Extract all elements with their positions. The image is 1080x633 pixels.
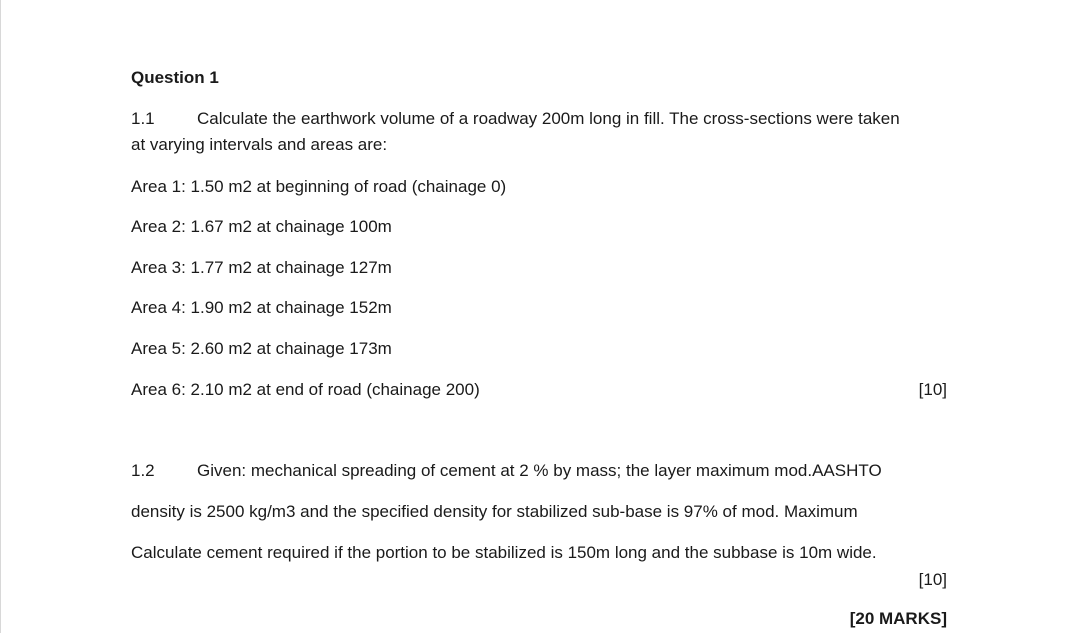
q1-1-line-1 <box>131 109 900 129</box>
q1-1-text-line-2: at varying intervals and areas are: <box>131 135 388 154</box>
area-item-4: Area 4: 1.90 m2 at chainage 152m <box>131 298 392 317</box>
q1-1-text-line-1: Calculate the earthwork volume of a roadway 200m long in fill. The cross-sections were taken <box>197 109 900 128</box>
area-item-6: Area 6: 2.10 m2 at end of road (chainage 200) <box>131 380 480 399</box>
q1-2-text-line-3: Calculate cement required if the portion to be stabilized is 150m long and the subbase is 10m wide. <box>131 543 877 562</box>
q1-2-number: 1.2 <box>131 461 155 480</box>
q1-1-marks: [10] <box>918 380 947 399</box>
q1-2-text-line-2: density is 2500 kg/m3 and the specified density for stabilized sub-base is 97% of mod. Maximum <box>131 502 858 521</box>
q1-2-line-1 <box>131 461 882 481</box>
total-marks: [20 MARKS] <box>849 609 947 628</box>
question-title: Question 1 <box>131 68 219 87</box>
area-item-5: Area 5: 2.60 m2 at chainage 173m <box>131 339 392 358</box>
area-item-2: Area 2: 1.67 m2 at chainage 100m <box>131 217 392 236</box>
area-item-3: Area 3: 1.77 m2 at chainage 127m <box>131 258 392 277</box>
q1-2-text-line-1: Given: mechanical spreading of cement at 2 % by mass; the layer maximum mod.AASHTO <box>197 461 882 480</box>
area-item-1: Area 1: 1.50 m2 at beginning of road (chainage 0) <box>131 177 507 196</box>
q1-2-marks: [10] <box>918 570 947 589</box>
q1-1-number: 1.1 <box>131 109 155 128</box>
